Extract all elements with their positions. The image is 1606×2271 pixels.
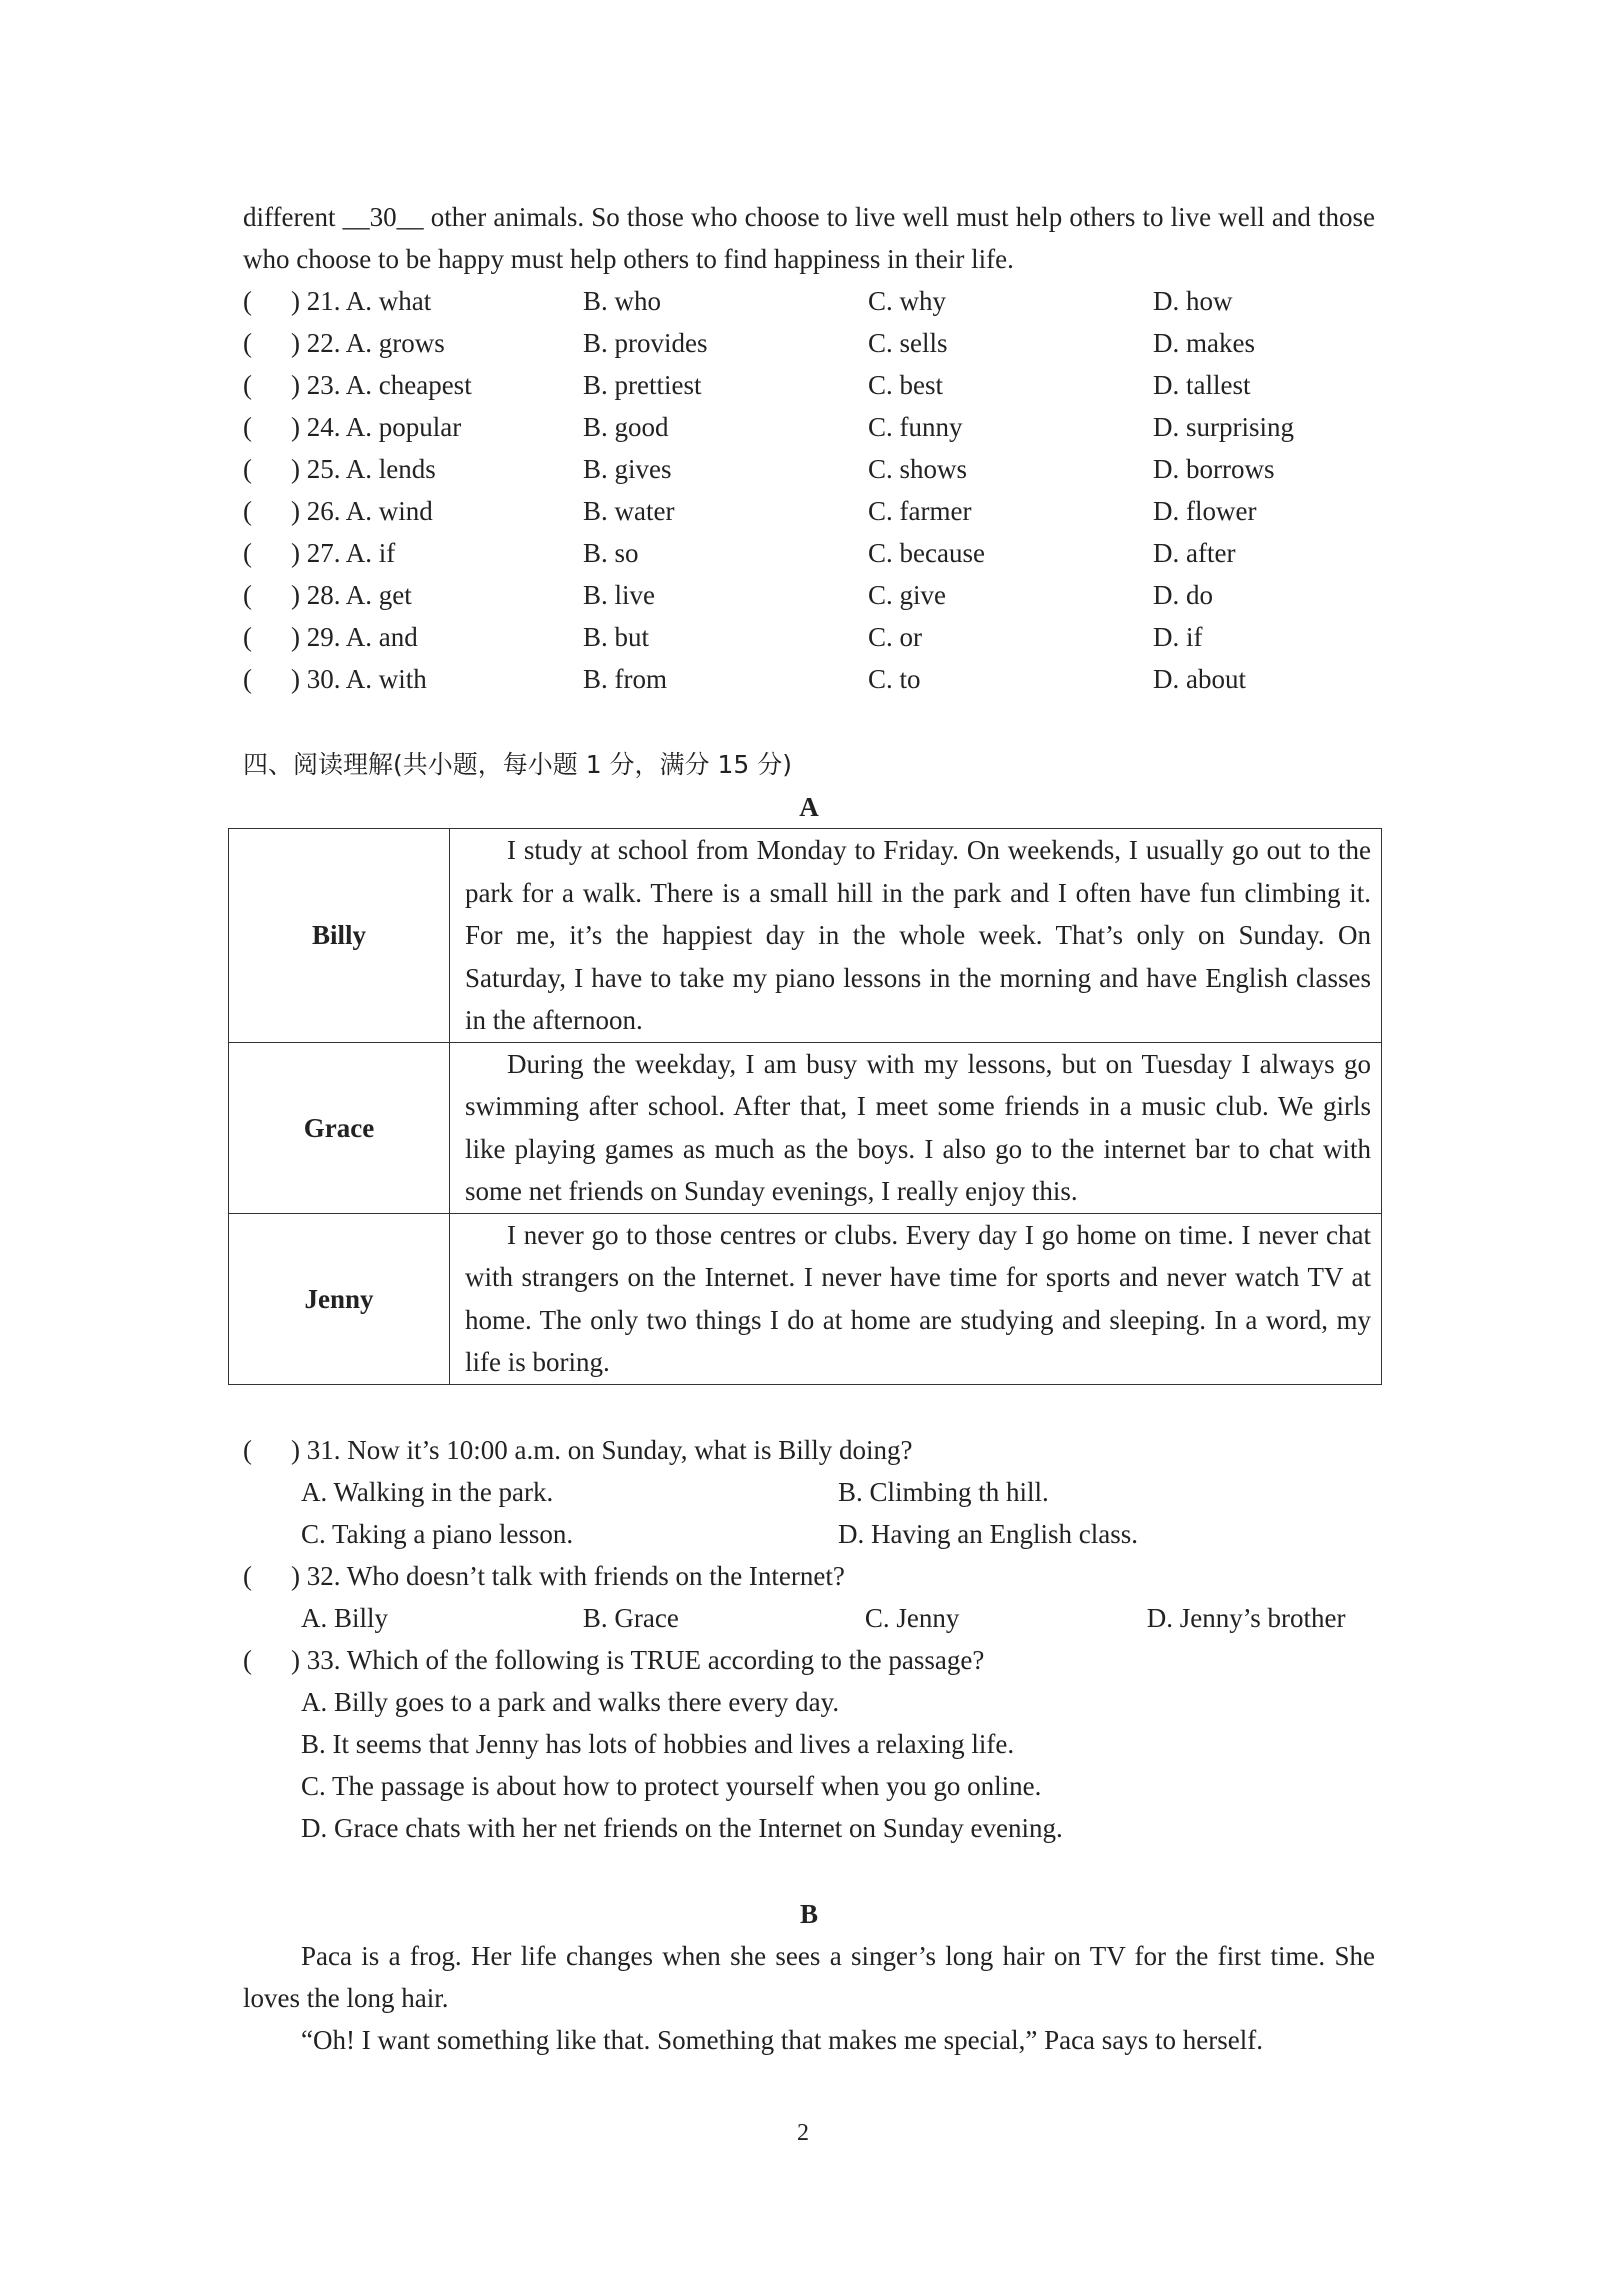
- table-row: [229, 829, 1382, 1043]
- option-d: D. Grace chats with her net friends on the Internet on Sunday evening.: [301, 1812, 1063, 1843]
- option-c: C. The passage is about how to protect yourself when you go online.: [301, 1770, 1042, 1801]
- cloze-question: ( ) 24. A. popular B. good C. funny D. surprising: [243, 412, 1294, 442]
- cloze-text-end: other animals. So those who choose to live well must help others to live well and those who choose to be happy must help others to find happiness in their life.: [243, 202, 1375, 274]
- person-description: During the weekday, I am busy with my lessons, but on Tuesday I always go swimming after school. After that, I meet some friends in a music club. We girls like playing games as much as the boys. I also go to the internet bar to chat with some net friends on Sunday evenings, I really enjoy this.: [450, 1042, 1382, 1213]
- cloze-question: ( ) 23. A. cheapest B. prettiest C. best D. tallest: [243, 370, 1251, 400]
- person-name: Jenny: [229, 1213, 450, 1384]
- person-description: I study at school from Monday to Friday. On weekends, I usually go out to the park for a walk. There is a small hill in the park and I often have fun climbing it. For me, it’s the happiest day in the whole week. That’s only on Sunday. On Saturday, I have to take my piano lessons in the morning and have English classes in the afternoon.: [450, 829, 1382, 1043]
- passage-a-label: A: [799, 792, 819, 822]
- cloze-passage-end: [243, 196, 1375, 280]
- option-c: C. Taking a piano lesson.: [301, 1518, 574, 1549]
- cloze-question: ( ) 22. A. grows B. provides C. sells D. makes: [243, 328, 1255, 358]
- cloze-question: ( ) 25. A. lends B. gives C. shows D. borrows: [243, 454, 1275, 484]
- question-stem: ) 32. Who doesn’t talk with friends on the Internet?: [291, 1560, 845, 1591]
- passage-a-table: [228, 828, 1382, 1385]
- passage-b-paragraph: “Oh! I want something like that. Something that makes me special,” Paca says to herself.: [301, 2024, 1263, 2055]
- table-row: [229, 1213, 1382, 1384]
- section-title: 四、阅读理解(共小题，每小题 1 分，满分 15 分): [243, 750, 793, 779]
- option-a: A. Billy goes to a park and walks there every day.: [301, 1686, 840, 1717]
- question-33: ( ) 33. Which of the following is TRUE according to the passage? A. Billy goes to a park and walks there every day. B. It seems that Jenny has lots of hobbies and lives a relaxing life. C. The passage is about how to protect yourself when you go online. D. Grace chats with her net friends on the Internet on Sunday evening.: [243, 1639, 1375, 1849]
- cloze-question: ( ) 26. A. wind B. water C. farmer D. flower: [243, 496, 1257, 526]
- question-stem: ) 33. Which of the following is TRUE according to the passage?: [291, 1644, 985, 1675]
- person-description: I never go to those centres or clubs. Every day I go home on time. I never chat with strangers on the Internet. I never have time for sports and never watch TV at home. The only two things I do at home are studying and sleeping. In a word, my life is boring.: [450, 1213, 1382, 1384]
- person-name: Grace: [229, 1042, 450, 1213]
- option-a: A. Billy: [301, 1602, 389, 1633]
- cloze-question: ( ) 30. A. with B. from C. to D. about: [243, 664, 1246, 694]
- cloze-text-start: different: [243, 202, 343, 232]
- cloze-question: ( ) 27. A. if B. so C. because D. after: [243, 538, 1236, 568]
- question-stem: ) 31. Now it’s 10:00 a.m. on Sunday, what is Billy doing?: [291, 1434, 913, 1465]
- cloze-blank-30: __30__: [342, 202, 424, 232]
- passage-b-paragraph: Paca is a frog. Her life changes when she sees a singer’s long hair on TV for the first time. She loves the long hair.: [243, 1940, 1375, 2013]
- cloze-question: ( ) 29. A. and B. but C. or D. if: [243, 622, 1203, 652]
- person-name: Billy: [229, 829, 450, 1043]
- exam-page: [243, 196, 1375, 2061]
- option-d: D. Having an English class.: [838, 1518, 1138, 1549]
- option-a: A. Walking in the park.: [301, 1476, 554, 1507]
- cloze-question-list: [243, 280, 1375, 700]
- option-d: D. Jenny’s brother: [1146, 1602, 1346, 1633]
- question-31: ( ) 31. Now it’s 10:00 a.m. on Sunday, what is Billy doing? A. Walking in the park. B. Climbing th hill. C. Taking a piano lesson. D. Having an English class.: [243, 1429, 1375, 1555]
- option-c: C. Jenny: [864, 1602, 960, 1633]
- cloze-question: ( ) 28. A. get B. live C. give D. do: [243, 580, 1213, 610]
- option-b: B. Climbing th hill.: [838, 1476, 1049, 1507]
- table-row: [229, 1042, 1382, 1213]
- question-32: ( ) 32. Who doesn’t talk with friends on the Internet? A. Billy B. Grace C. Jenny D. Jenny’s brother: [243, 1555, 1375, 1639]
- passage-b-label: B: [799, 1898, 818, 1929]
- page-number: 2: [797, 2120, 809, 2146]
- option-b: B. It seems that Jenny has lots of hobbies and lives a relaxing life.: [301, 1728, 1015, 1759]
- cloze-question: ( ) 21. A. what B. who C. why D. how: [243, 286, 1233, 316]
- option-b: B. Grace: [582, 1602, 679, 1633]
